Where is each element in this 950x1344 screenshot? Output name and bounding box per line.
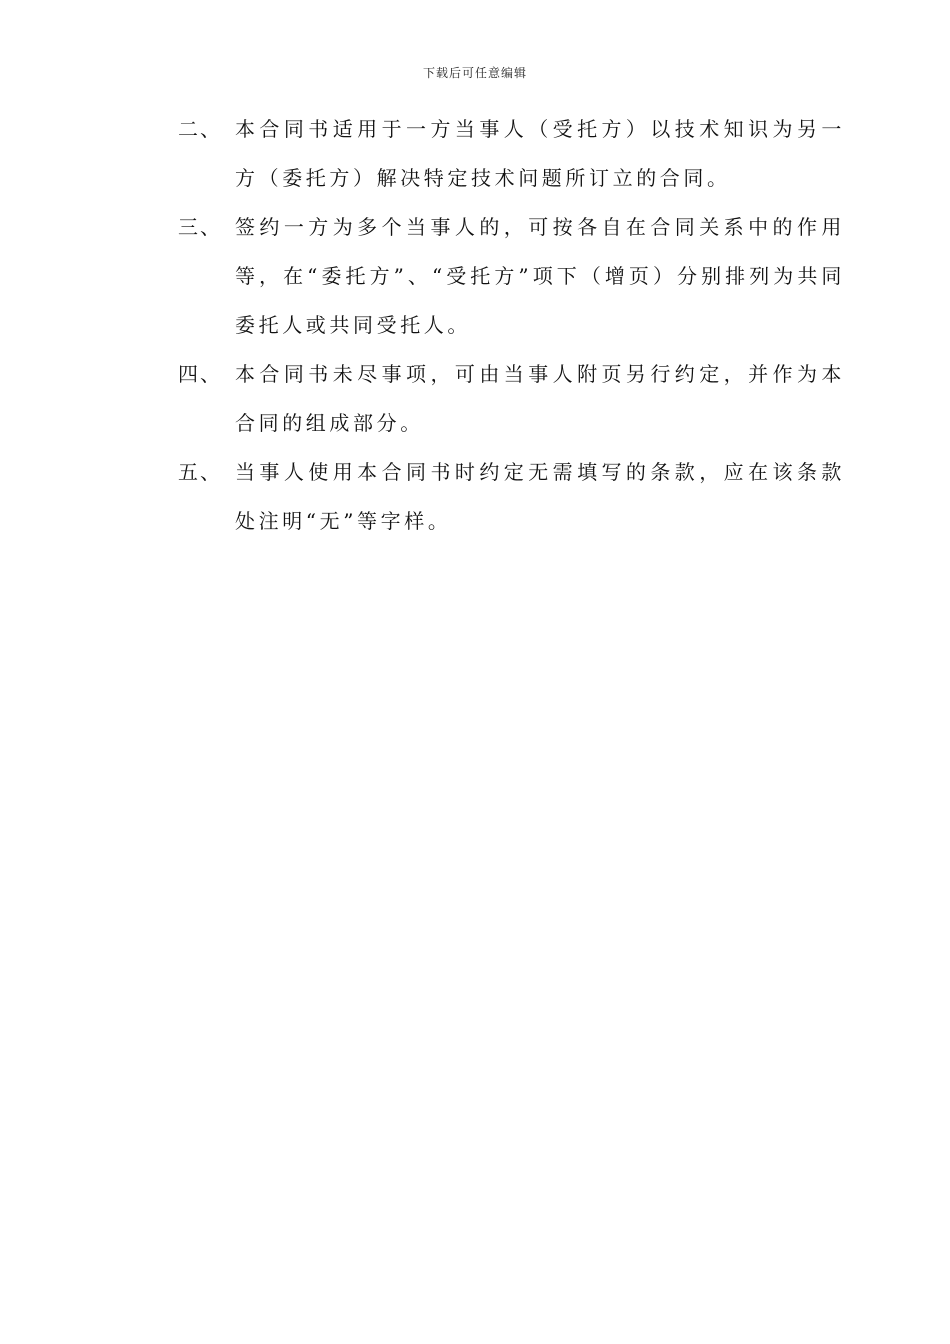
clause-number: 四、	[178, 362, 222, 386]
clause-number: 二、	[178, 117, 222, 141]
clause-text: 本合同书适用于一方当事人（受托方）以技术知识为另一方（委托方）解决特定技术问题所订立的合同。	[235, 117, 845, 190]
clause-5	[178, 448, 858, 546]
clause-number: 五、	[178, 460, 222, 484]
clause-text: 签约一方为多个当事人的，可按各自在合同关系中的作用等，在“委托方”、“受托方”项下（增页）分别排列为共同委托人或共同受托人。	[235, 215, 845, 337]
clause-text: 当事人使用本合同书时约定无需填写的条款，应在该条款处注明“无”等字样。	[235, 460, 845, 533]
page-header: 下载后可任意编辑	[422, 66, 527, 80]
document-body	[178, 105, 858, 546]
clause-number: 三、	[178, 215, 222, 239]
clause-4	[178, 350, 858, 448]
clause-3	[178, 203, 858, 350]
clause-text: 本合同书未尽事项，可由当事人附页另行约定，并作为本合同的组成部分。	[235, 362, 845, 435]
clause-2	[178, 105, 858, 203]
